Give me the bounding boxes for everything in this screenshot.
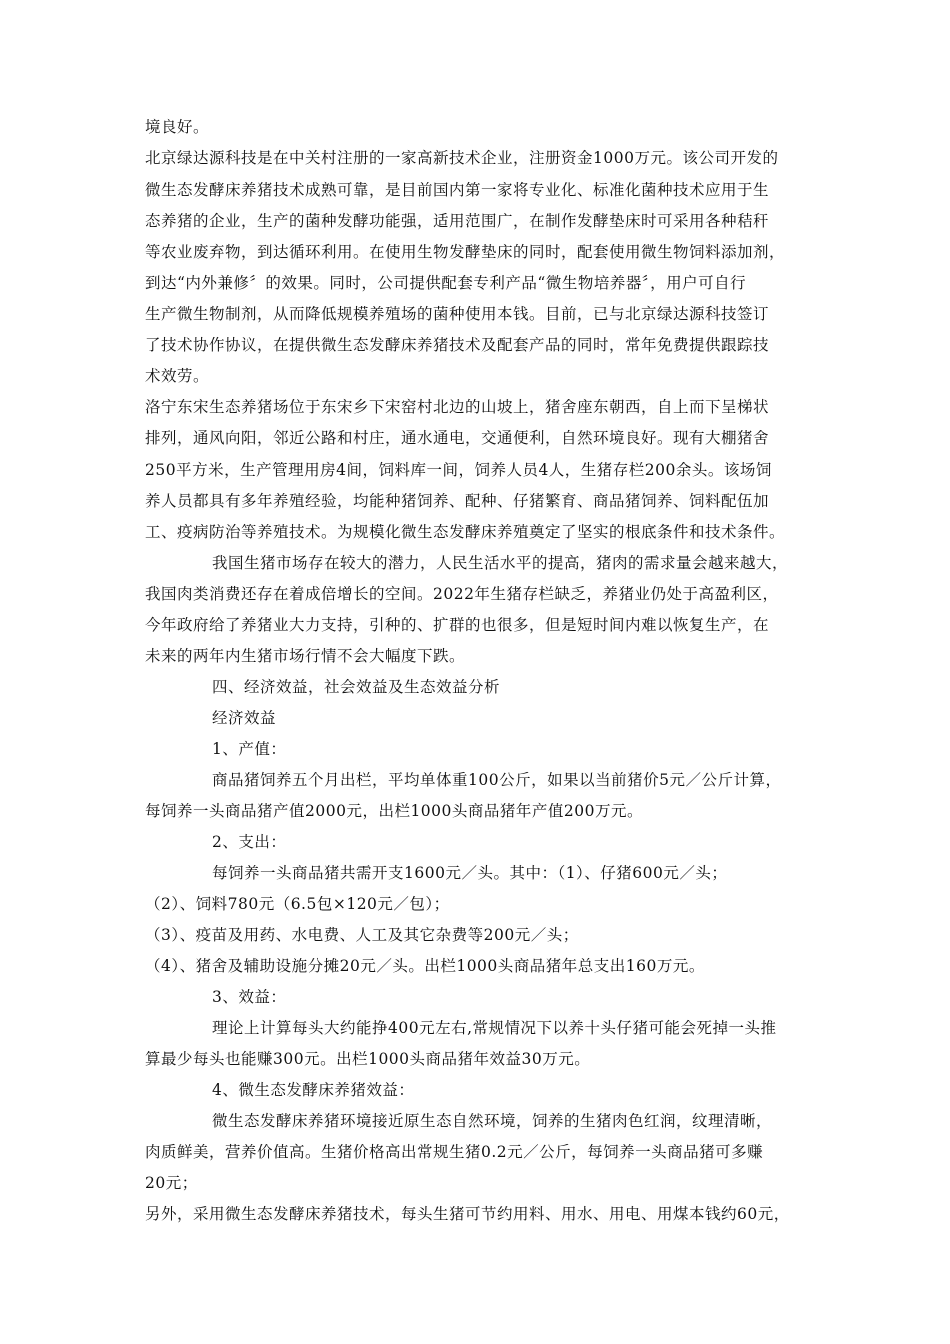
text-line-2: 北京绿达源科技是在中关村注册的一家高新技术企业，注册资金1000万元。该公司开发的 [145, 149, 779, 167]
text-line-3: 微生态发酵床养猪技术成熟可靠，是目前国内第一家将专业化、标准化菌种技术应用于生 [145, 181, 770, 199]
item-heading-4: 4、微生态发酵床养猪效益： [212, 1081, 415, 1099]
text-line-27: （3）、疫苗及用药、水电费、人工及其它杂费等200元／头； [145, 926, 579, 944]
text-line-10: 洛宁东宋生态养猪场位于东宋乡下宋窑村北边的山坡上，猪舍座东朝西，自上而下呈梯状 [145, 398, 770, 416]
text-line-16: 我国肉类消费还存在着成倍增长的空间。2022年生猪存栏缺乏，养猪业仍处于高盈利区， [145, 585, 779, 603]
item-heading-1: 1、产值： [212, 740, 287, 758]
text-line-18: 未来的两年内生猪市场行情不会大幅度下跌。 [145, 647, 466, 665]
text-line-6: 到达“内外兼修〞的效果。同时，公司提供配套专利产品“微生物培养器〞，用户可自行 [145, 274, 747, 292]
text-line-5: 等农业废弃物，到达循环利用。在使用生物发酵垫床的同时，配套使用微生物饲料添加剂， [145, 243, 786, 261]
text-line-1: 境良好。 [145, 118, 210, 136]
text-line-8: 了技术协作协议，在提供微生态发酵床养猪技术及配套产品的同时，常年免费提供跟踪技 [145, 336, 770, 354]
text-line-25: 每饲养一头商品猪共需开支1600元／头。其中：（1）、仔猪600元／头； [212, 864, 728, 882]
text-line-17: 今年政府给了养猪业大力支持，引种的、扩群的也很多，但是短时间内难以恢复生产，在 [145, 616, 770, 634]
section-heading: 四、经济效益，社会效益及生态效益分析 [212, 678, 501, 696]
text-line-26: （2）、饲料780元（6.5包×120元／包）； [145, 895, 450, 913]
text-line-36: 另外，采用微生态发酵床养猪技术，每头生猪可节约用料、用水、用电、用煤本钱约60元， [145, 1205, 790, 1223]
text-line-22: 商品猪饲养五个月出栏，平均单体重100公斤，如果以当前猪价5元／公斤计算， [212, 771, 782, 789]
text-line-11: 排列，通风向阳，邻近公路和村庄，通水通电，交通便利，自然环境良好。现有大棚猪舍 [145, 429, 770, 447]
text-line-35: 20元； [145, 1174, 198, 1192]
item-heading-3: 3、效益： [212, 988, 287, 1006]
text-line-15: 我国生猪市场存在较大的潜力，人民生活水平的提高，猪肉的需求量会越来越大， [212, 554, 789, 572]
text-line-4: 态养猪的企业，生产的菌种发酵功能强，适用范围广，在制作发酵垫床时可采用各种秸秆 [145, 212, 770, 230]
subsection-heading: 经济效益 [212, 709, 277, 727]
text-line-7: 生产微生物制剂，从而降低规模养殖场的菌种使用本钱。目前，已与北京绿达源科技签订 [145, 305, 770, 323]
text-line-23: 每饲养一头商品猪产值2000元，出栏1000头商品猪年产值200万元。 [145, 802, 643, 820]
text-line-14: 工、疫病防治等养殖技术。为规模化微生态发酵床养殖奠定了坚实的根底条件和技术条件。 [145, 523, 786, 541]
text-line-12: 250平方米，生产管理用房4间，饲料库一间，饲养人员4人，生猪存栏200余头。该场饲 [145, 461, 772, 479]
text-line-31: 算最少每头也能赚300元。出栏1000头商品猪年效益30万元。 [145, 1050, 591, 1068]
text-line-13: 养人员都具有多年养殖经验，均能种猪饲养、配种、仔猪繁育、商品猪饲养、饲料配伍加 [145, 492, 770, 510]
text-line-30: 理论上计算每头大约能挣400元左右,常规情况下以养十头仔猪可能会死掉一头推 [212, 1019, 777, 1037]
text-line-34: 肉质鲜美，营养价值高。生猪价格高出常规生猪0.2元／公斤，每饲养一头商品猪可多赚 [145, 1143, 764, 1161]
item-heading-2: 2、支出： [212, 833, 287, 851]
text-line-33: 微生态发酵床养猪环境接近原生态自然环境，饲养的生猪肉色红润，纹理清晰， [212, 1112, 773, 1130]
text-line-28: （4）、猪舍及辅助设施分摊20元／头。出栏1000头商品猪年总支出160万元。 [145, 957, 705, 975]
text-line-9: 术效劳。 [145, 367, 210, 385]
